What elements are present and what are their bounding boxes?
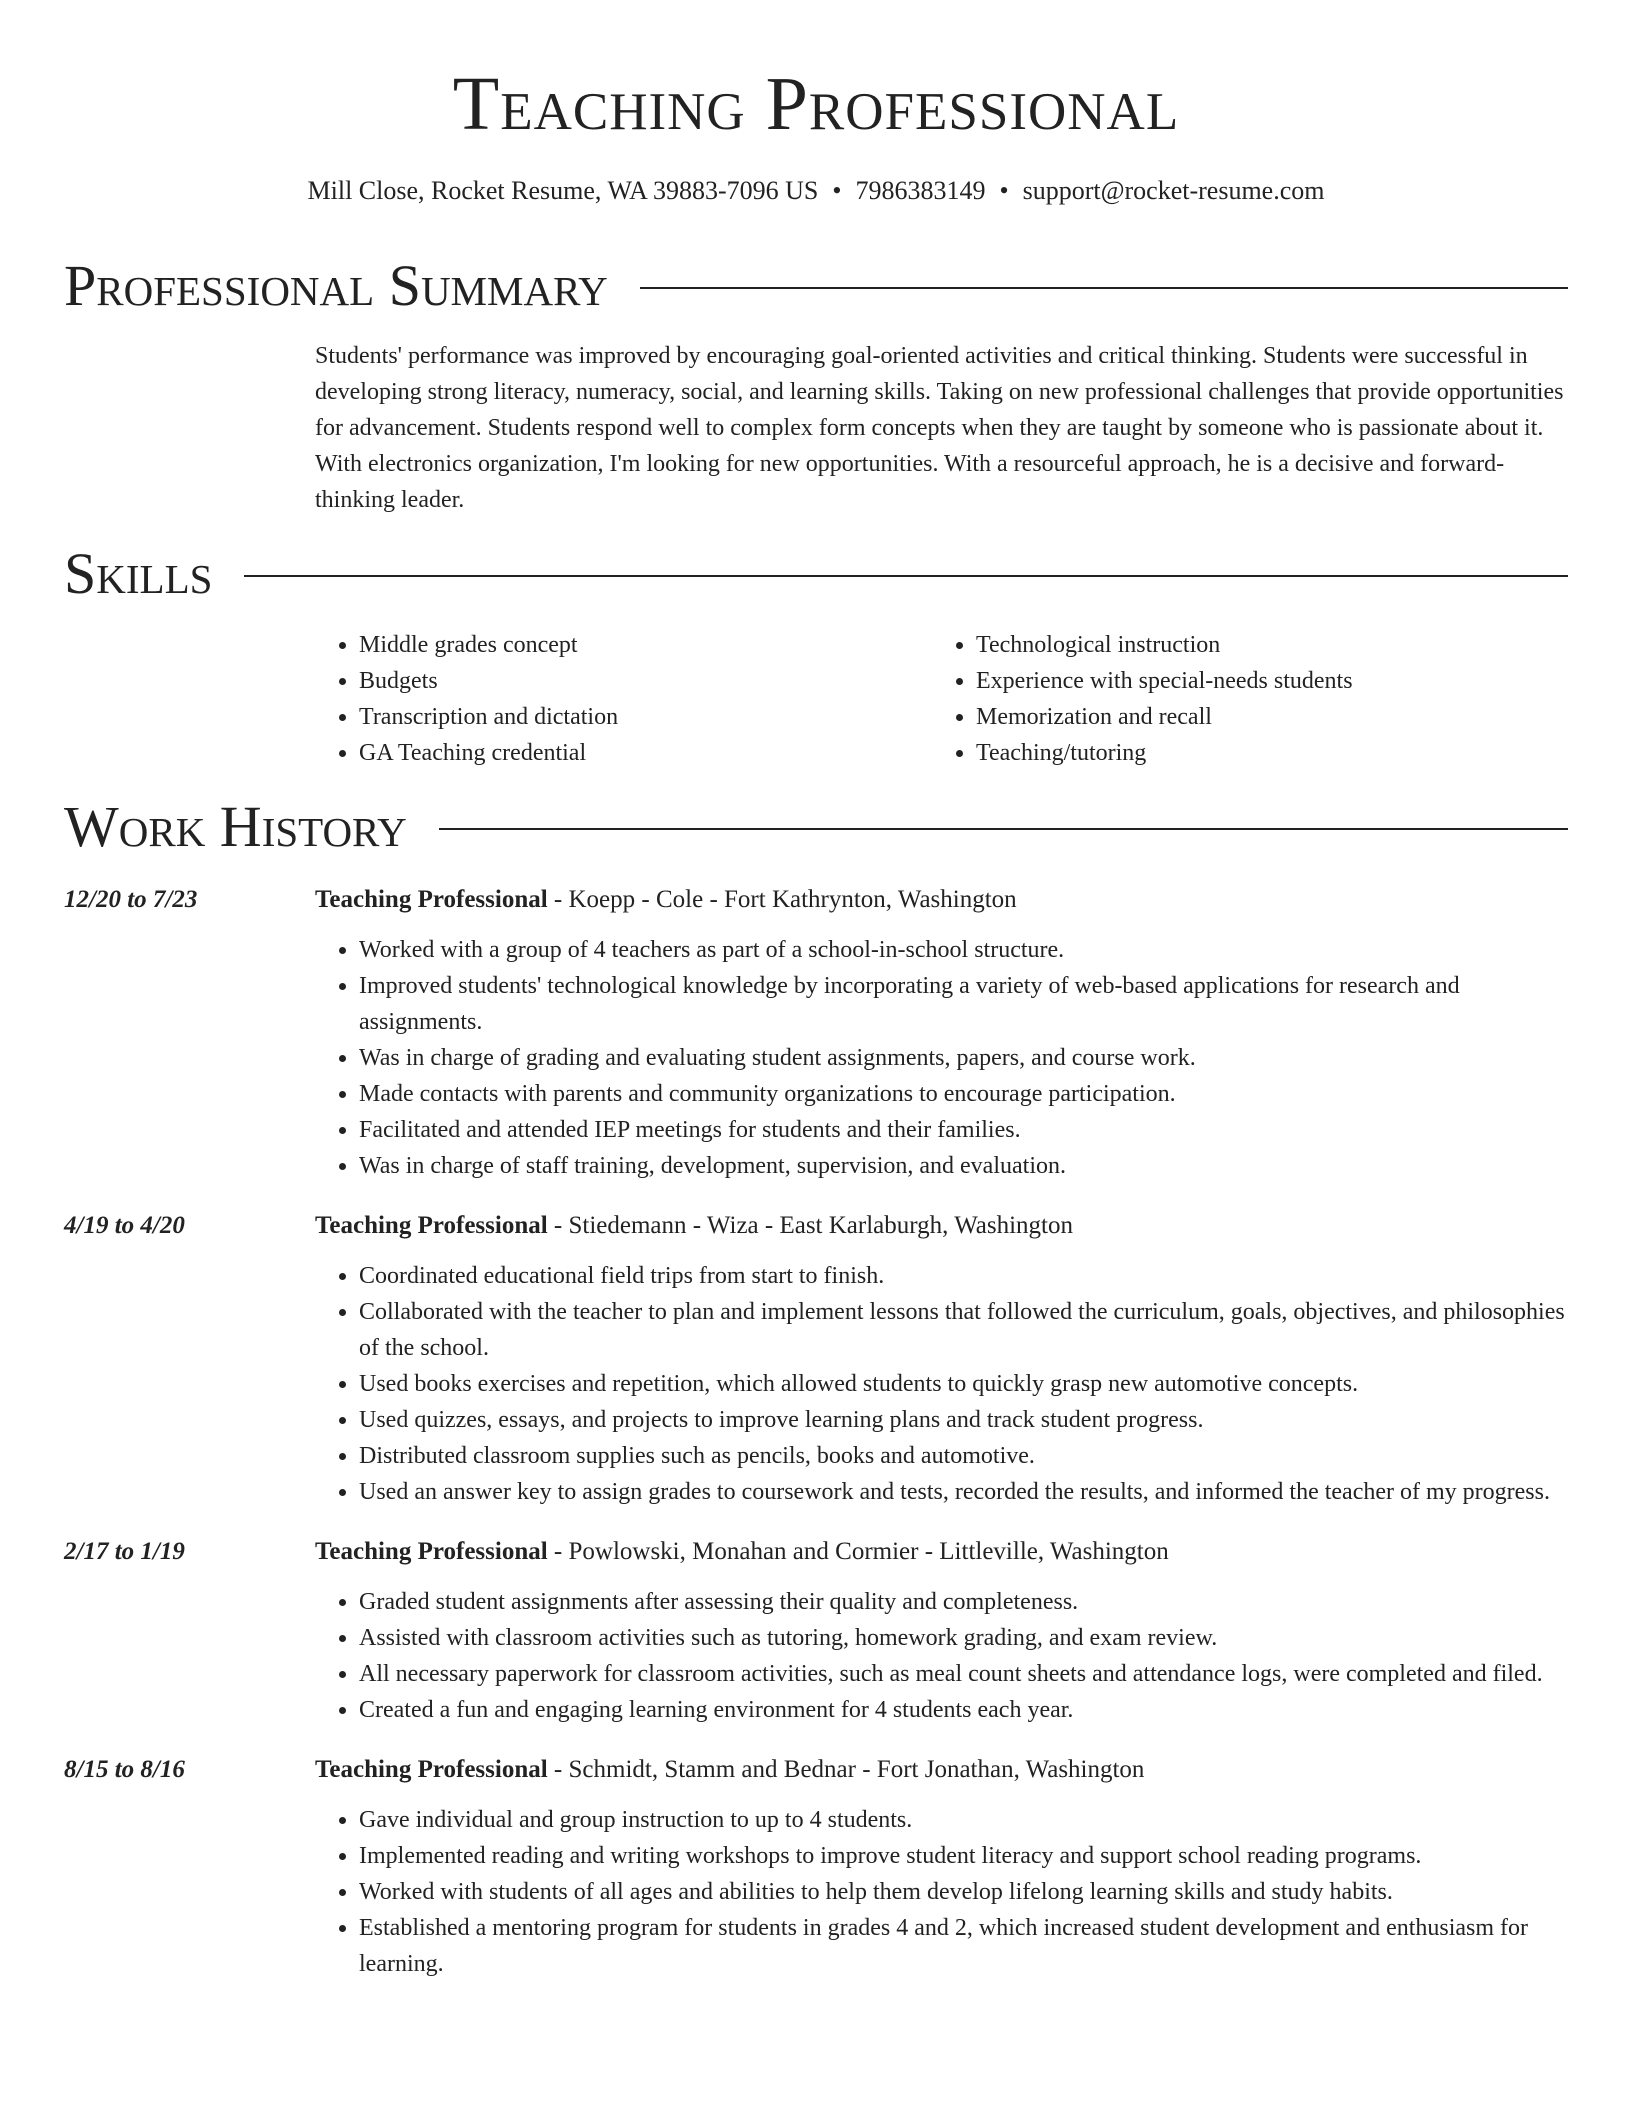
job-bullets <box>315 1258 1568 1510</box>
job-bullets <box>315 1584 1568 1728</box>
skill-item: • Middle grades concept <box>359 627 932 663</box>
job-dates: 8/15 to 8/16 <box>64 1756 185 1783</box>
job-bullet: • Improved students' technological knowledge by incorporating a variety of web-based applications for research and assignments. <box>359 968 1568 1040</box>
job-dates: 4/19 to 4/20 <box>64 1212 185 1239</box>
job-bullet: • Distributed classroom supplies such as pencils, books and automotive. <box>359 1438 1568 1474</box>
job-bullet: • Gave individual and group instruction to up to 4 students. <box>359 1802 1568 1838</box>
summary-title: Professional Summary <box>64 253 608 318</box>
job-bullet: • Was in charge of staff training, development, supervision, and evaluation. <box>359 1148 1568 1184</box>
summary-text: Students' performance was improved by encouraging goal-oriented activities and critical thinking. Students were successful in developing strong literacy, numeracy, social, and learning skills. Taking on new professional challenges that provide opportunities for advancement. Students respond well to complex form concepts when they are taught by someone who is passionate about it. With electronics organization, I'm looking for new opportunities. With a resourceful approach, he is a decisive and forward-thinking leader. <box>315 343 1564 513</box>
skill-item: • Experience with special-needs students <box>976 663 1549 699</box>
job-bullet: • Made contacts with parents and community organizations to encourage participation. <box>359 1076 1568 1112</box>
skill-item: • Technological instruction <box>976 627 1549 663</box>
job-bullet: • Established a mentoring program for students in grades 4 and 2, which increased student development and enthusiasm for learning. <box>359 1910 1568 1982</box>
job-bullet: • Used books exercises and repetition, which allowed students to quickly grasp new automotive concepts. <box>359 1366 1568 1402</box>
job-entry <box>64 882 1568 1184</box>
job-bullet: • Used quizzes, essays, and projects to improve learning plans and track student progress. <box>359 1402 1568 1438</box>
job-title: Teaching Professional <box>315 1756 548 1783</box>
job-employer: - Powlowski, Monahan and Cormier - Littleville, Washington <box>547 1538 1169 1565</box>
job-bullet: • Created a fun and engaging learning environment for 4 students each year. <box>359 1692 1568 1728</box>
job-title-line <box>315 882 1568 918</box>
job-bullet: • Implemented reading and writing workshops to improve student literacy and support school reading programs. <box>359 1838 1568 1874</box>
job-employer: - Stiedemann - Wiza - East Karlaburgh, Washington <box>547 1212 1074 1239</box>
job-title: Teaching Professional <box>315 1212 548 1239</box>
skill-item: • Transcription and dictation <box>359 699 932 735</box>
job-bullet: • Assisted with classroom activities such as tutoring, homework grading, and exam review. <box>359 1620 1568 1656</box>
contact-line <box>64 174 1568 208</box>
resume-name: Teaching Professional <box>452 62 1180 146</box>
section-divider <box>640 287 1568 289</box>
section-divider <box>439 828 1568 830</box>
contact-separator: • <box>832 176 842 205</box>
job-bullet: • Was in charge of grading and evaluating student assignments, papers, and course work. <box>359 1040 1568 1076</box>
skills-column-left <box>315 627 932 771</box>
skills-heading <box>64 542 1568 606</box>
work-heading <box>64 795 1568 859</box>
job-bullet: • Facilitated and attended IEP meetings for students and their families. <box>359 1112 1568 1148</box>
skill-item: • GA Teaching credential <box>359 735 932 771</box>
job-details <box>315 882 1568 1184</box>
job-entry <box>64 1208 1568 1510</box>
contact-address: Mill Close, Rocket Resume, WA 39883-7096 US <box>307 176 819 205</box>
job-bullet: • Worked with a group of 4 teachers as part of a school-in-school structure. <box>359 932 1568 968</box>
contact-email: support@rocket-resume.com <box>1022 176 1325 205</box>
skill-item: • Budgets <box>359 663 932 699</box>
job-details <box>315 1208 1568 1510</box>
job-bullet: • Used an answer key to assign grades to coursework and tests, recorded the results, and informed the teacher of my progress. <box>359 1474 1568 1510</box>
job-details <box>315 1534 1568 1728</box>
job-entry <box>64 1752 1568 1982</box>
contact-separator: • <box>999 176 1009 205</box>
job-bullet: • All necessary paperwork for classroom activities, such as meal count sheets and attendance logs, were completed and filed. <box>359 1656 1568 1692</box>
work-history-list <box>64 882 1568 2006</box>
skills-title: Skills <box>64 541 213 606</box>
summary-heading <box>64 254 1568 318</box>
skills-list <box>315 627 1568 771</box>
job-bullet: • Coordinated educational field trips from start to finish. <box>359 1258 1568 1294</box>
job-title-line <box>315 1208 1568 1244</box>
job-bullets <box>315 1802 1568 1982</box>
job-entry <box>64 1534 1568 1728</box>
job-title: Teaching Professional <box>315 1538 548 1565</box>
work-title: Work History <box>64 794 407 859</box>
job-bullet: • Collaborated with the teacher to plan and implement lessons that followed the curriculum, goals, objectives, and philosophies of the school. <box>359 1294 1568 1366</box>
job-bullet: • Graded student assignments after assessing their quality and completeness. <box>359 1584 1568 1620</box>
section-divider <box>244 575 1568 577</box>
contact-phone: 7986383149 <box>855 176 986 205</box>
job-bullets <box>315 932 1568 1184</box>
job-title-line <box>315 1534 1568 1570</box>
job-employer: - Koepp - Cole - Fort Kathrynton, Washington <box>547 886 1017 913</box>
job-title-line <box>315 1752 1568 1788</box>
skill-item: • Teaching/tutoring <box>976 735 1549 771</box>
skills-column-right <box>932 627 1549 771</box>
job-dates: 2/17 to 1/19 <box>64 1538 185 1565</box>
job-bullet: • Worked with students of all ages and abilities to help them develop lifelong learning skills and study habits. <box>359 1874 1568 1910</box>
job-details <box>315 1752 1568 1982</box>
job-title: Teaching Professional <box>315 886 548 913</box>
job-employer: - Schmidt, Stamm and Bednar - Fort Jonathan, Washington <box>547 1756 1145 1783</box>
job-dates: 12/20 to 7/23 <box>64 886 198 913</box>
skill-item: • Memorization and recall <box>976 699 1549 735</box>
